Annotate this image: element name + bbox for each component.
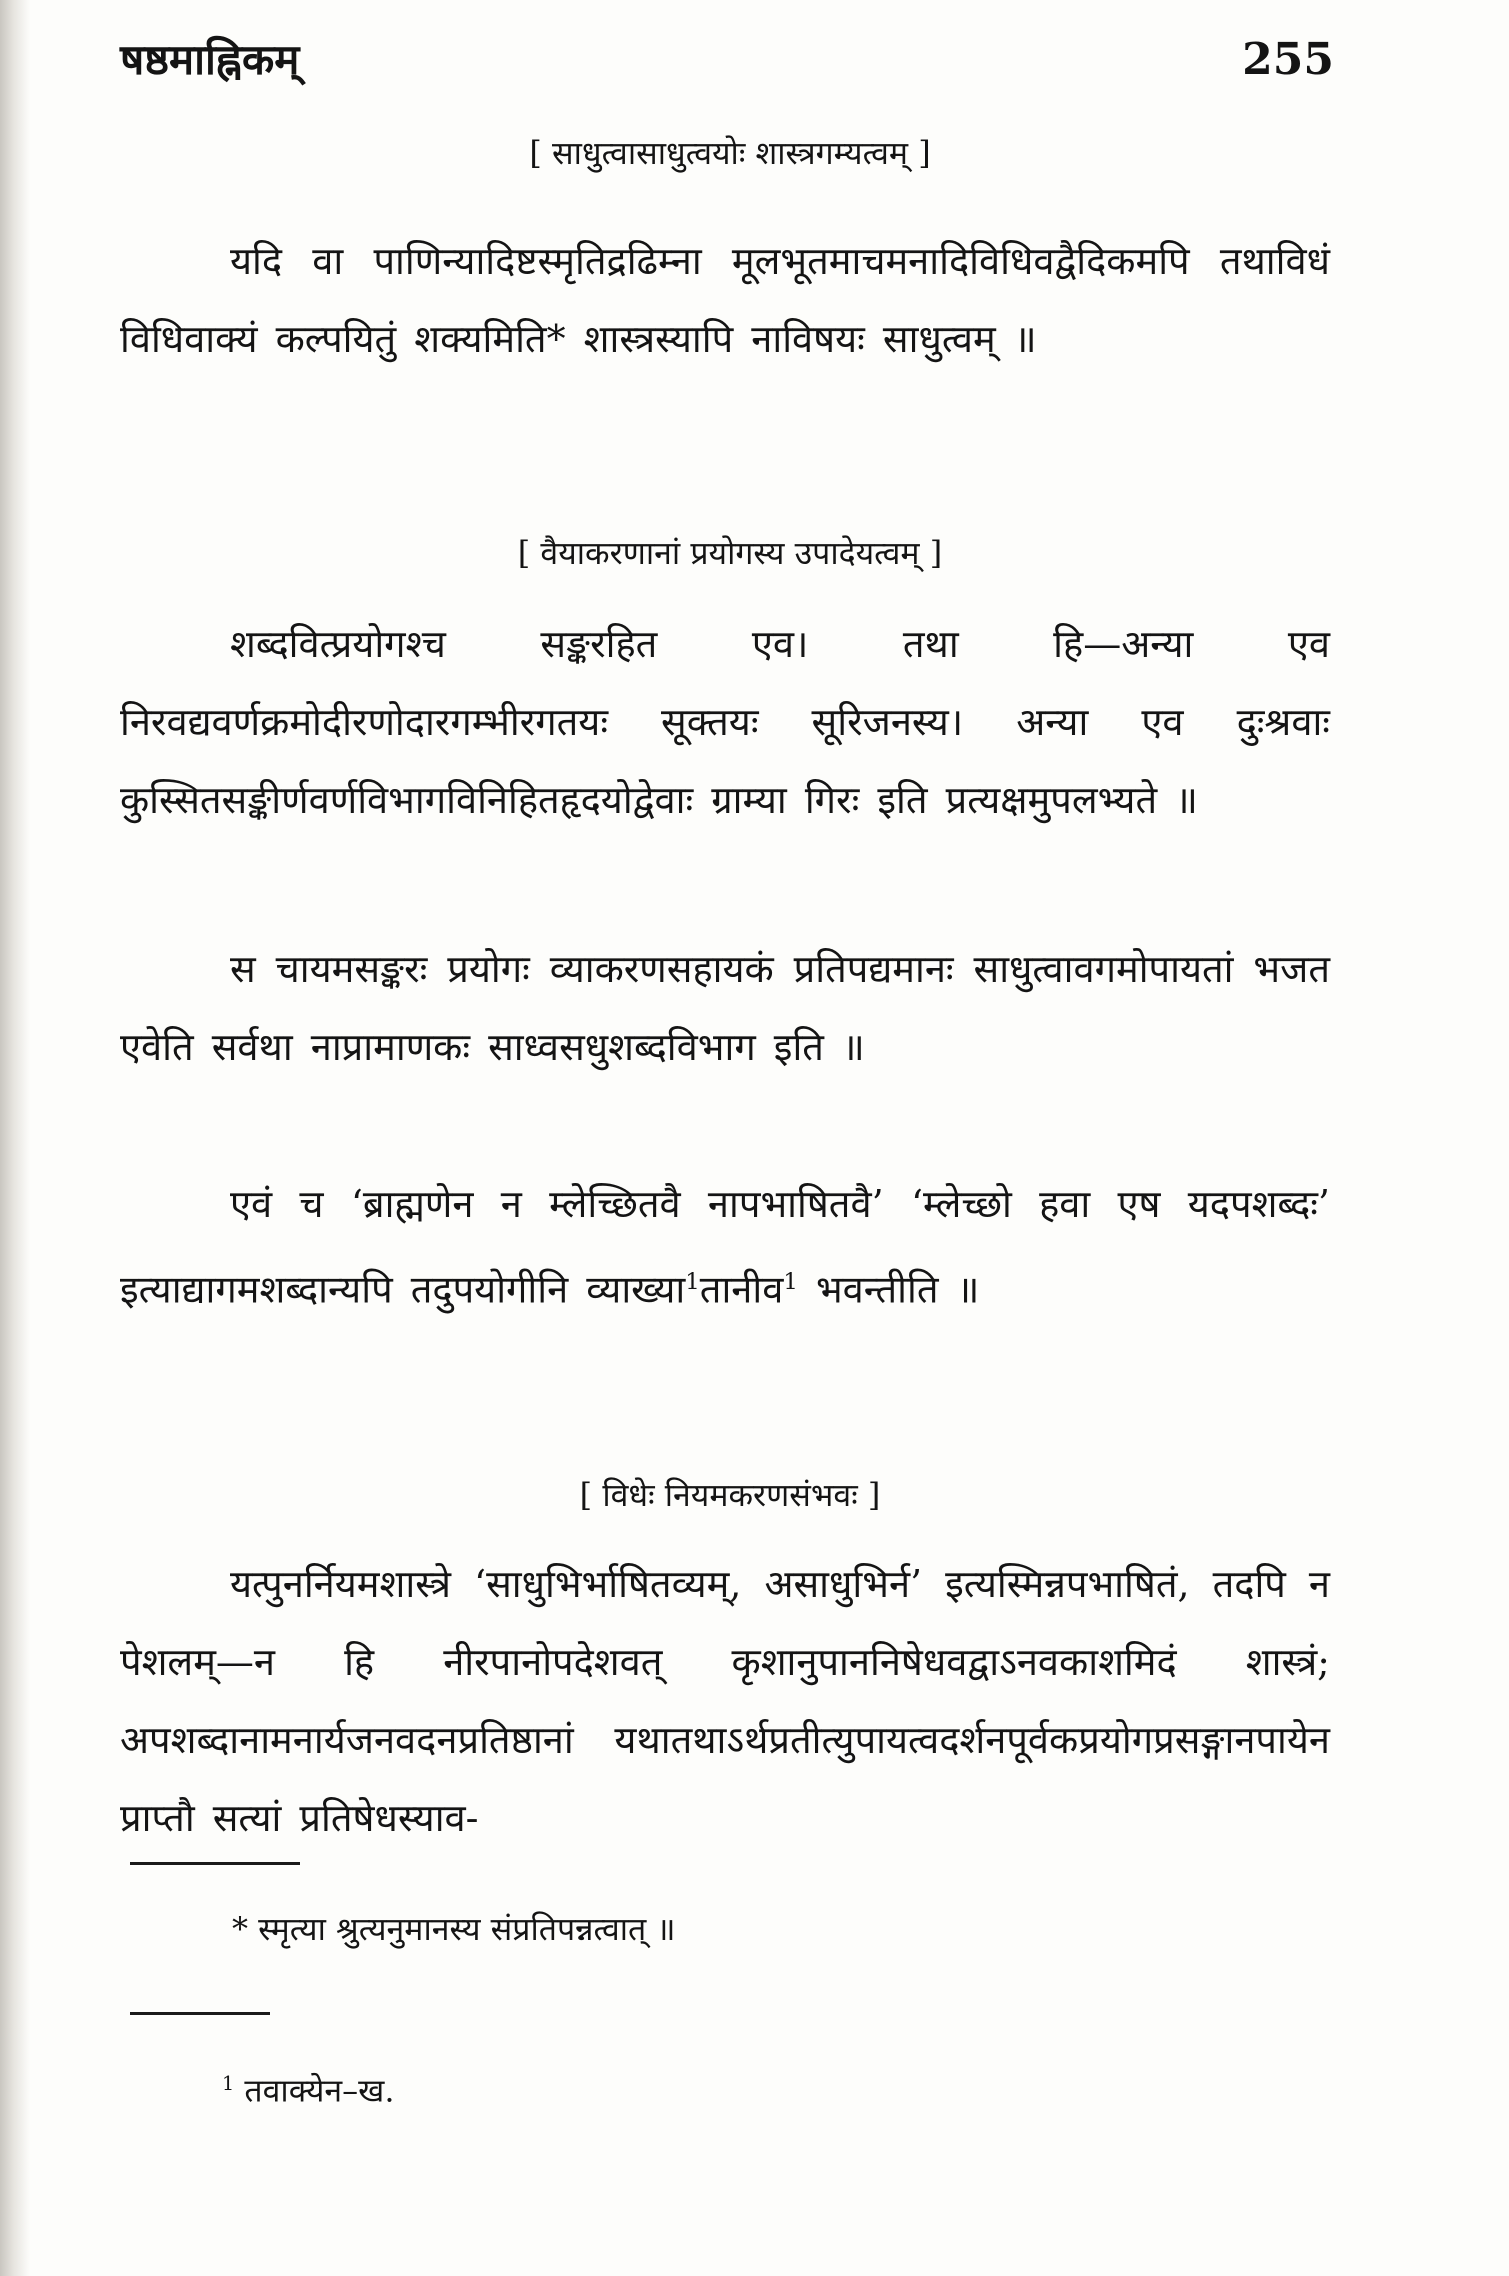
section-heading-3: [ विधेः नियमकरणसंभवः ] (579, 1476, 881, 1514)
footnote-variant (222, 2060, 395, 2115)
paragraph-3: स चायमसङ्करः प्रयोगः व्याकरणसहायकं प्रतिपद्यमानः साधुत्वावगमोपायतां भजत एवेति सर्वथा नाप्रामाणकः साध्वसधुशब्दविभाग इति ॥ (120, 947, 1330, 1069)
paragraph-4-text: एवं च ‘ब्राह्मणेन न म्लेच्छितवै नापभाषितवै’ ‘म्लेच्छो हवा एष यदपशब्दः’ इत्याद्यागमशब्दान्यपि तदुपयोगीनि व्याख्या (120, 1182, 1330, 1312)
paragraph-2: शब्दवित्प्रयोगश्च सङ्करहित एव। तथा हि—अन्या एव निरवद्यवर्णक्रमोदीरणोदारगम्भीरगतयः सूक्तयः सूरिजनस्य। अन्या एव दुःश्रवाः कुस्सितसङ्कीर्णवर्णविभागविनिहितहृदयोद्वेवाः ग्राम्या गिरः इति प्रत्यक्षमुपलभ्यते ॥ (120, 622, 1330, 822)
footnote-variant-text: तवाक्येन–ख. (234, 2071, 395, 2110)
paragraph-4 (120, 1165, 1330, 1329)
section-heading-1: [ साधुत्वासाधुत्वयोः शास्त्रगम्यत्वम् ] (529, 134, 931, 172)
paragraph-1: यदि वा पाणिन्यादिष्टस्मृतिद्रढिम्ना मूलभूतमाचमनादिविधिवद्वैदिकमपि तथाविधं विधिवाक्यं कल्पयितुं शक्यमिति* शास्त्रस्यापि नाविषयः साधुत्वम् ॥ (120, 239, 1330, 361)
paragraph-4-text: तानीव (699, 1267, 784, 1312)
footnote-number: 1 (222, 2072, 235, 2095)
footnote-star: * स्मृत्या श्रुत्यनुमानस्य संप्रतिपन्नत्वात् ॥ (232, 1910, 676, 1948)
running-head: षष्ठमाह्निकम् (120, 35, 300, 84)
footnote-mark: 1 (685, 1269, 700, 1295)
paragraph-5: यत्पुनर्नियमशास्त्रे ‘साधुभिर्भाषितव्यम्, असाधुभिर्न’ इत्यस्मिन्नपभाषितं, तदपि न पेशलम्—न हि नीरपानोपदेशवत् कृशानुपाननिषेधवद्वाऽनवकाशमिदं शास्त्रं; अपशब्दानामनार्यजनवदनप्रतिष्ठानां यथातथाऽर्थप्रतीत्युपायत्वदर्शनपूर्वकप्रयोगप्रसङ्गानपायेन प्राप्तौ सत्यां प्रतिषेधस्याव- (120, 1562, 1330, 1840)
footnote-mark: 1 (783, 1269, 798, 1295)
scan-binding-shadow (0, 0, 30, 2276)
footnote-divider-variants (130, 2012, 270, 2015)
footnote-divider (130, 1862, 300, 1865)
page-number: 255 (1242, 34, 1334, 85)
section-heading-2: [ वैयाकरणानां प्रयोगस्य उपादेयत्वम् ] (517, 534, 943, 572)
paragraph-4-text: भवन्तीति ॥ (797, 1267, 980, 1312)
